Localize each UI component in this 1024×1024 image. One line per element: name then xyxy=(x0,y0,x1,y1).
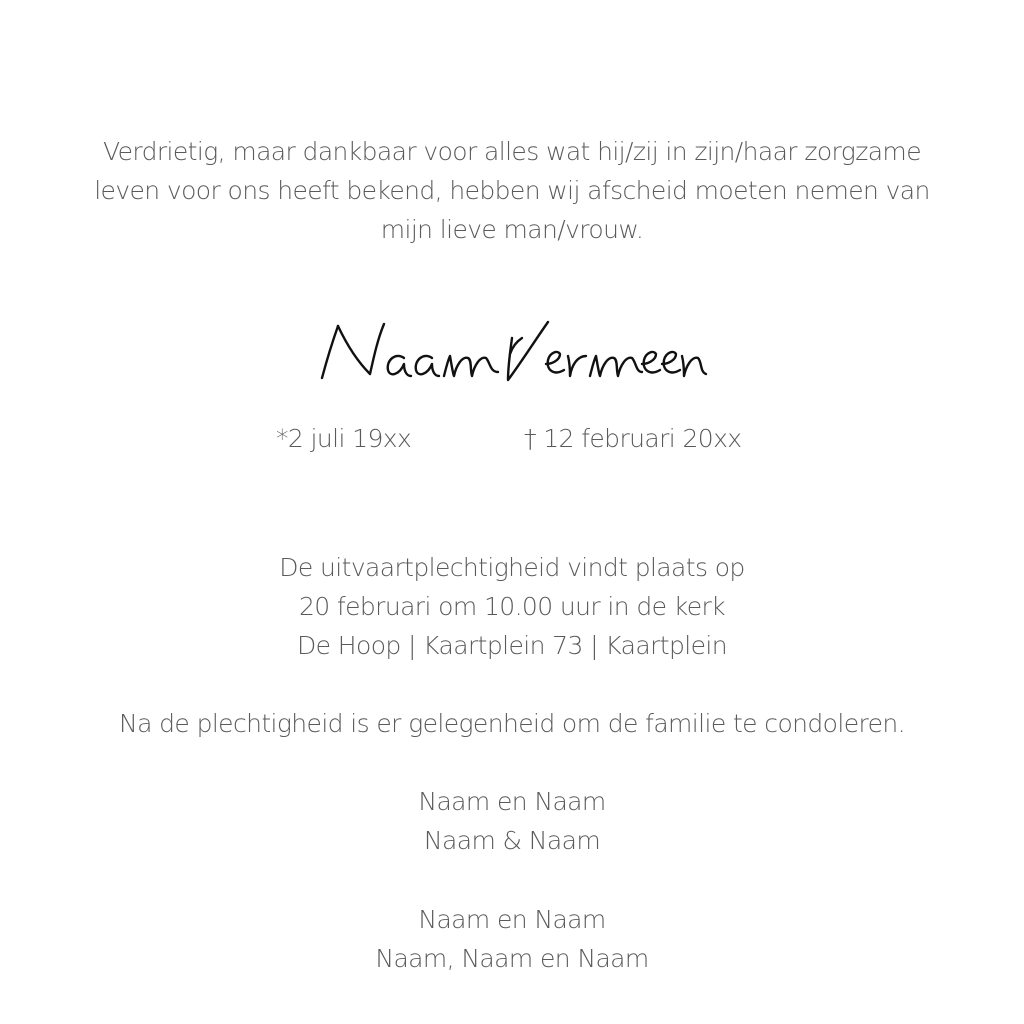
ceremony-line: De Hoop | Kaartplein 73 | Kaartplein xyxy=(297,631,727,660)
death-date: † 12 februari 20xx xyxy=(524,424,742,453)
family-name-line: Naam en Naam xyxy=(418,787,606,816)
intro-text xyxy=(80,132,944,249)
intro-line: Verdrietig, maar dankbaar voor alles wat hij/zij in zijn/haar zorgzame xyxy=(103,137,921,166)
ceremony-line: 20 februari om 10.00 uur in de kerk xyxy=(298,592,726,621)
signature-drawing xyxy=(312,308,712,398)
ceremony-info xyxy=(60,548,964,665)
family-name-line: Naam en Naam xyxy=(418,905,606,934)
life-dates xyxy=(0,424,1024,460)
condolence-text xyxy=(60,704,964,743)
family-names-group-1 xyxy=(60,782,964,860)
family-name-line: Naam & Naam xyxy=(423,826,601,855)
family-name-line: Naam, Naam en Naam xyxy=(375,944,649,973)
birth-date: *2 juli 19xx xyxy=(276,424,412,453)
family-names-group-2 xyxy=(60,900,964,978)
signature-text: Naam Vermeen xyxy=(312,318,320,319)
condolence-line: Na de plechtigheid is er gelegenheid om de familie te condoleren. xyxy=(119,709,905,738)
intro-line: leven voor ons heeft bekend, hebben wij afscheid moeten nemen van xyxy=(94,176,930,205)
ceremony-line: De uitvaartplechtigheid vindt plaats op xyxy=(279,553,745,582)
intro-line: mijn lieve man/vrouw. xyxy=(380,215,644,244)
deceased-name-signature xyxy=(312,308,712,398)
